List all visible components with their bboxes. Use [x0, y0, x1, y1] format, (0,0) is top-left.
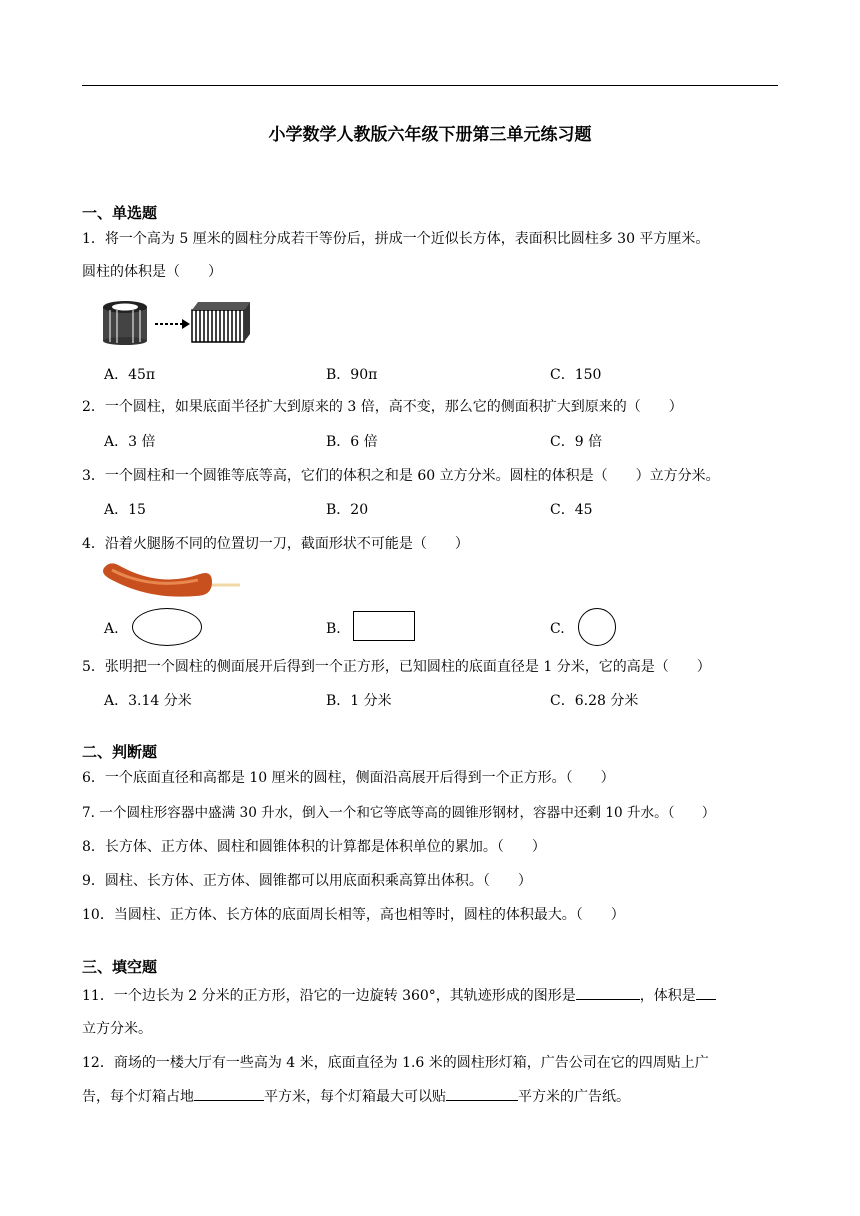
section-heading-true-false: 二、判断题 [82, 743, 158, 761]
question-2-option-a[interactable]: A．3 倍 [104, 434, 156, 450]
arrow-figure [155, 319, 190, 329]
question-11-line-1 [82, 985, 782, 1006]
cylinder-figure [103, 301, 147, 345]
question-12-line-2 [82, 1086, 782, 1107]
question-1-line-1: 1．将一个高为 5 厘米的圆柱分成若干等份后，拼成一个近似长方体，表面积比圆柱多 30 平方厘米。 [82, 231, 710, 247]
question-1-option-b[interactable]: B．90π [326, 367, 378, 383]
question-1-line-2: 圆柱的体积是（ ） [82, 264, 222, 280]
question-9: 9．圆柱、长方体、正方体、圆锥都可以用底面积乘高算出体积。（ ） [82, 873, 532, 889]
page-title: 小学数学人教版六年级下册第三单元练习题 [268, 125, 592, 145]
question-2: 2．一个圆柱，如果底面半径扩大到原来的 3 倍，高不变，那么它的侧面积扩大到原来的（ ） [82, 399, 683, 415]
question-3-option-c[interactable]: C．45 [550, 502, 593, 518]
question-12-blank-ad-paper[interactable] [446, 1086, 518, 1101]
cuboid-figure [192, 302, 250, 342]
question-6: 6．一个底面直径和高都是 10 厘米的圆柱，侧面沿高展开后得到一个正方形。（ ） [82, 770, 615, 786]
question-4: 4．沿着火腿肠不同的位置切一刀，截面形状不可能是（ ） [82, 536, 469, 552]
question-3-option-b[interactable]: B．20 [326, 502, 369, 518]
question-12-blank-area[interactable] [194, 1086, 264, 1101]
circle-shape[interactable] [578, 608, 616, 646]
question-12-text-1: 告，每个灯箱占地 [82, 1089, 194, 1105]
question-11-line-2: 立方分米。 [82, 1021, 152, 1037]
question-1-option-c[interactable]: C．150 [550, 367, 602, 383]
ellipse-shape[interactable] [132, 608, 202, 646]
question-11-text-2: ，体积是 [639, 988, 696, 1004]
question-1-option-a[interactable]: A．45π [104, 367, 156, 383]
question-4-option-a-label[interactable]: A. [104, 621, 119, 637]
question-4-option-c-label[interactable]: C. [550, 621, 565, 637]
question-12-text-2: 平方米，每个灯箱最大可以贴 [264, 1089, 446, 1105]
question-5-option-b[interactable]: B．1 分米 [326, 693, 392, 709]
rectangle-shape[interactable] [353, 611, 415, 641]
question-7: 7. 一个圆柱形容器中盛满 30 升水，倒入一个和它等底等高的圆锥形钢材，容器中还剩 10 升水。（ ） [82, 805, 716, 821]
question-2-option-b[interactable]: B．6 倍 [326, 434, 378, 450]
question-3-option-a[interactable]: A．15 [104, 502, 146, 518]
question-10: 10．当圆柱、正方体、长方体的底面周长相等，高也相等时，圆柱的体积最大。（ ） [82, 907, 625, 923]
question-5-option-c[interactable]: C．6.28 分米 [550, 693, 639, 709]
cylinder-to-cuboid-illustration [100, 298, 250, 346]
question-12-text-3: 平方米的广告纸。 [518, 1089, 630, 1105]
section-heading-single-choice: 一、单选题 [82, 204, 158, 222]
question-12-line-1: 12．商场的一楼大厅有一些高为 4 米，底面直径为 1.6 米的圆柱形灯箱，广告公司在它的四周贴上广 [82, 1055, 709, 1071]
question-3: 3．一个圆柱和一个圆锥等底等高，它们的体积之和是 60 立方分米。圆柱的体积是（ ）立方分米。 [82, 468, 720, 484]
section-heading-fill-blank: 三、填空题 [82, 958, 158, 976]
question-5: 5．张明把一个圆柱的侧面展开后得到一个正方形，已知圆柱的底面直径是 1 分米，它的高是（ ） [82, 659, 711, 675]
header-rule [82, 85, 778, 86]
question-11-blank-volume[interactable] [696, 985, 716, 1000]
sausage-illustration [100, 558, 240, 600]
question-11-blank-shape[interactable] [576, 985, 640, 1000]
question-5-option-a[interactable]: A．3.14 分米 [104, 693, 192, 709]
question-2-option-c[interactable]: C．9 倍 [550, 434, 603, 450]
question-8: 8．长方体、正方体、圆柱和圆锥体积的计算都是体积单位的累加。（ ） [82, 839, 546, 855]
question-11-text-1: 11．一个边长为 2 分米的正方形，沿它的一边旋转 360°，其轨迹形成的图形是 [82, 988, 576, 1004]
question-4-option-b-label[interactable]: B. [326, 621, 341, 637]
